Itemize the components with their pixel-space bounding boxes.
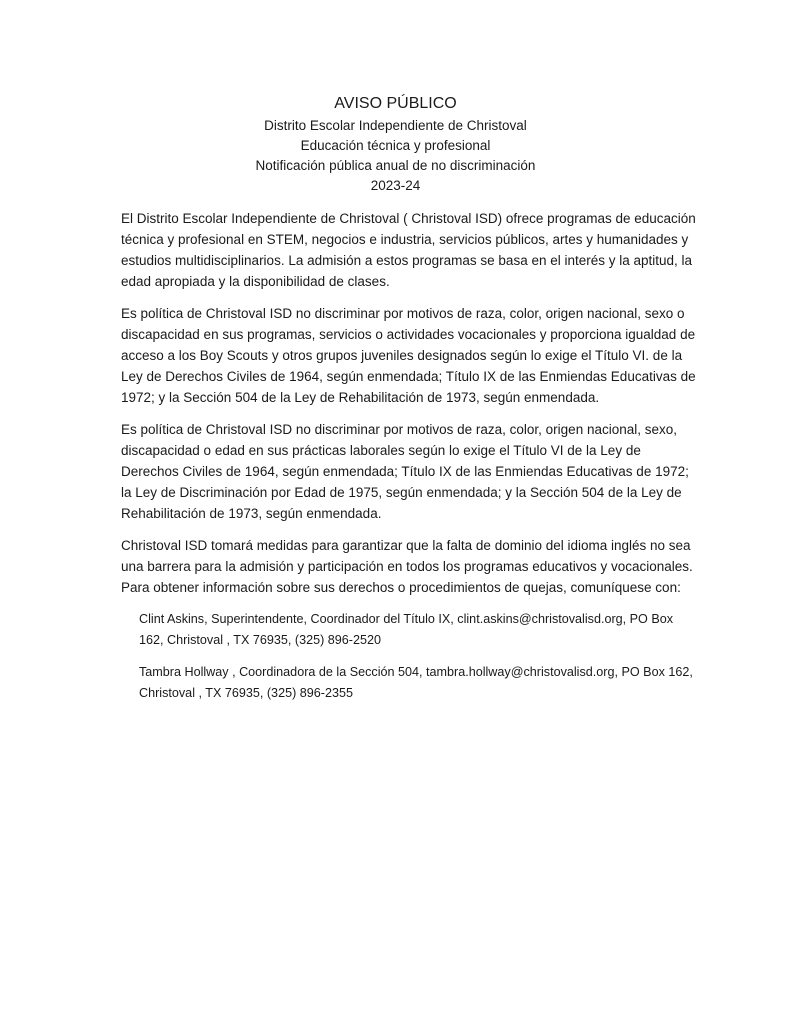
paragraph-program-policy: Es política de Christoval ISD no discriminar por motivos de raza, color, origen nacional, sexo o discapacidad en sus programas, servicios o actividades vocacionales y proporciona igualdad de acceso a los Boy Scouts y otros grupos juveniles designados según lo exige el Título VI. de la Ley de Derechos Civiles de 1964, según enmendada; Título IX de las Enmiendas Educativas de 1972; y la Sección 504 de la Ley de Rehabilitación de 1973, según enmendada.: [121, 306, 696, 405]
paragraph-programs: El Distrito Escolar Independiente de Christoval ( Christoval ISD) ofrece programas de educación técnica y profesional en STEM, negocios e industria, servicios públicos, artes y humanidades y estudios multidisciplinarios. La admisión a estos programas se basa en el interés y la aptitud, la edad apropiada y la disponibilidad de clases.: [121, 211, 696, 289]
contact-section-504-coordinator: Tambra Hollway , Coordinadora de la Sección 504, tambra.hollway@christovalisd.org, PO Box 162, Christoval , TX 76935, (325) 896-2355: [139, 665, 693, 700]
notice-type: Notificación pública anual de no discriminación: [255, 158, 536, 173]
notice-body: [121, 208, 701, 715]
school-year: 2023-24: [370, 178, 421, 193]
notice-header: [0, 94, 791, 196]
paragraph-employment-policy: Es política de Christoval ISD no discriminar por motivos de raza, color, origen nacional, sexo, discapacidad o edad en sus prácticas laborales según lo exige el Título VI de la Ley de Derechos Civiles de 1964, según enmendada; Título IX de las Enmiendas Educativas de 1972; la Ley de Discriminación por Edad de 1975, según enmendada; y la Sección 504 de la Ley de Rehabilitación de 1973, según enmendada.: [121, 422, 689, 521]
paragraph-language-access: Christoval ISD tomará medidas para garantizar que la falta de dominio del idioma inglés no sea una barrera para la admisión y participación en todos los programas educativos y vocacionales. Para obtener información sobre sus derechos o procedimientos de quejas, comuníquese con:: [121, 538, 693, 595]
notice-title: AVISO PÚBLICO: [334, 95, 457, 112]
district-name: Distrito Escolar Independiente de Christoval: [264, 118, 527, 133]
contact-title-ix-coordinator: Clint Askins, Superintendente, Coordinador del Título IX, clint.askins@christovalisd.org, PO Box 162, Christoval , TX 76935, (325) 896-2520: [139, 612, 674, 647]
program-name: Educación técnica y profesional: [300, 138, 491, 153]
